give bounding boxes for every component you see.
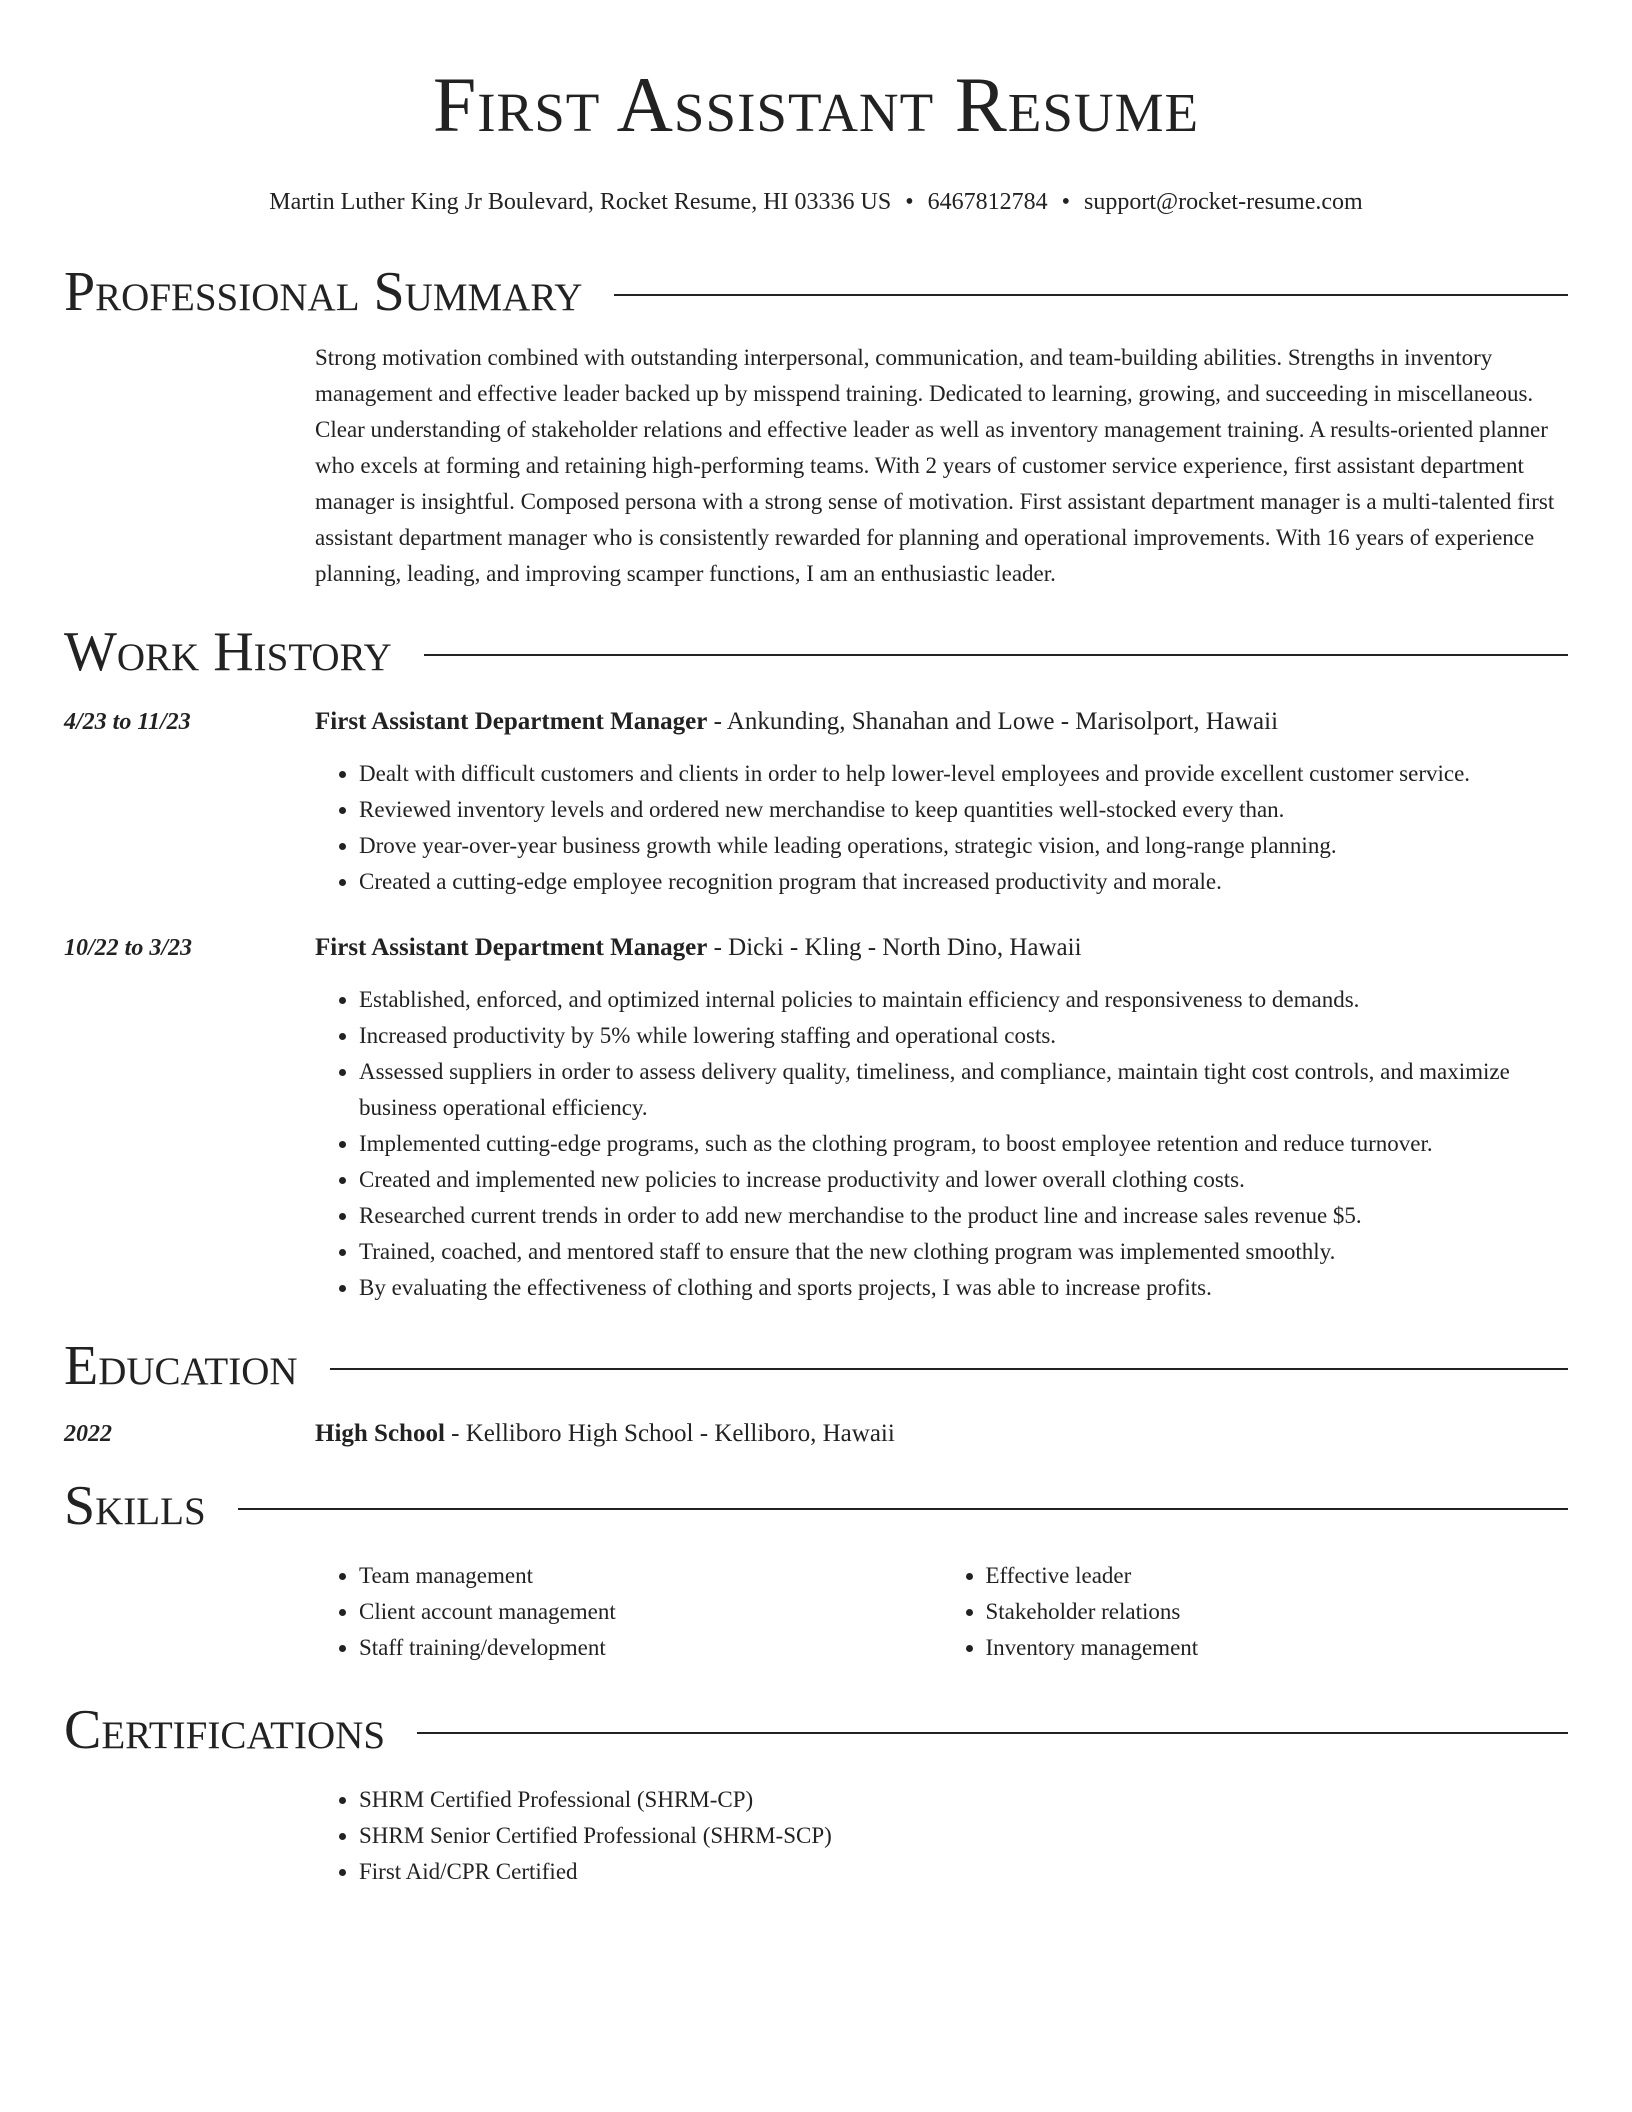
- job-left-spacer: [64, 738, 315, 900]
- section-header-education: [64, 1336, 1568, 1396]
- job-title: First Assistant Department Manager: [315, 708, 708, 735]
- section-title-education: Education: [64, 1335, 298, 1397]
- list-item: • Assessed suppliers in order to assess delivery quality, timeliness, and compliance, maintain tight cost controls, and maximize business operational efficiency.: [359, 1054, 1568, 1126]
- contact-separator: •: [905, 189, 914, 215]
- education-details: - Kelliboro High School - Kelliboro, Hawaii: [444, 1420, 895, 1447]
- job-entry: [64, 932, 1568, 1306]
- section-divider: [417, 1732, 1568, 1734]
- job-title-line: [315, 706, 1568, 738]
- contact-address: Martin Luther King Jr Boulevard, Rocket Resume, HI 03336 US: [269, 189, 892, 215]
- list-item: • Drove year-over-year business growth while leading operations, strategic vision, and long-range planning.: [359, 828, 1568, 864]
- certifications-col: [315, 1782, 1568, 1890]
- list-item: • First Aid/CPR Certified: [359, 1854, 1568, 1890]
- job-bullets: [315, 756, 1568, 900]
- job-left-spacer: [64, 964, 315, 1306]
- job-details: - Dicki - Kling - North Dino, Hawaii: [707, 934, 1082, 961]
- list-item: • Reviewed inventory levels and ordered new merchandise to keep quantities well-stocked every than.: [359, 792, 1568, 828]
- list-item: • Client account management: [359, 1594, 942, 1630]
- job-header-row: [64, 706, 1568, 738]
- job-dates: 4/23 to 11/23: [64, 709, 191, 735]
- certifications-list: [315, 1782, 1568, 1890]
- contact-email: support@rocket-resume.com: [1084, 189, 1363, 215]
- education-row: [64, 1418, 1568, 1450]
- education-line: [315, 1418, 1568, 1450]
- list-item: • SHRM Certified Professional (SHRM-CP): [359, 1782, 1568, 1818]
- list-item: • Implemented cutting-edge programs, such as the clothing program, to boost employee retention and reduce turnover.: [359, 1126, 1568, 1162]
- job-bullets-row: [64, 738, 1568, 900]
- list-item: • Dealt with difficult customers and clients in order to help lower-level employees and provide excellent customer service.: [359, 756, 1568, 792]
- section-header-skills: [64, 1476, 1568, 1536]
- skills-list-right: [942, 1558, 1569, 1666]
- section-divider: [238, 1508, 1568, 1510]
- job-title-line: [315, 932, 1568, 964]
- section-title-summary: Professional Summary: [64, 261, 583, 323]
- skills-list-left: [315, 1558, 942, 1666]
- list-item: • Trained, coached, and mentored staff to ensure that the new clothing program was implemented smoothly.: [359, 1234, 1568, 1270]
- job-details: - Ankunding, Shanahan and Lowe - Marisolport, Hawaii: [707, 708, 1279, 735]
- skills-left-spacer: [64, 1558, 315, 1666]
- job-dates: 10/22 to 3/23: [64, 935, 193, 961]
- summary-text: Strong motivation combined with outstanding interpersonal, communication, and team-building abilities. Strengths in inventory management and effective leader backed up by misspend training. Dedicated to learning, growing, and succeeding in miscellaneous. Clear understanding of stakeholder relations and effective leader as well as inventory management training. A results-oriented planner who excels at forming and retaining high-performing teams. With 2 years of customer service experience, first assistant department manager is insightful. Composed persona with a strong sense of motivation. First assistant department manager is a multi-talented first assistant department manager who is consistently rewarded for planning and operational improvements. With 16 years of experience planning, leading, and improving scamper functions, I am an enthusiastic leader.: [315, 345, 1555, 586]
- section-title-certifications: Certifications: [64, 1699, 386, 1761]
- section-divider: [424, 654, 1568, 656]
- job-bullets-col: [315, 738, 1568, 900]
- job-title: First Assistant Department Manager: [315, 934, 708, 961]
- section-header-summary: [64, 262, 1568, 322]
- job-bullets-col: [315, 964, 1568, 1306]
- contact-phone: 6467812784: [927, 189, 1048, 215]
- education-year: 2022: [64, 1421, 112, 1447]
- list-item: • Inventory management: [986, 1630, 1569, 1666]
- summary-row: [64, 340, 1568, 592]
- section-header-work: [64, 622, 1568, 682]
- section-divider: [330, 1368, 1568, 1370]
- list-item: • Stakeholder relations: [986, 1594, 1569, 1630]
- list-item: • Team management: [359, 1558, 942, 1594]
- section-title-skills: Skills: [64, 1475, 206, 1537]
- skills-row: [64, 1558, 1568, 1666]
- contact-separator: •: [1061, 189, 1071, 215]
- job-header-row: [64, 932, 1568, 964]
- contact-line: [64, 186, 1568, 218]
- resume-title: First Assistant Resume: [432, 61, 1200, 148]
- list-item: • Staff training/development: [359, 1630, 942, 1666]
- list-item: • Created and implemented new policies to increase productivity and lower overall clothing costs.: [359, 1162, 1568, 1198]
- certifications-left-spacer: [64, 1782, 315, 1890]
- summary-left-spacer: [64, 340, 315, 592]
- list-item: • Effective leader: [986, 1558, 1569, 1594]
- job-bullets-row: [64, 964, 1568, 1306]
- certifications-row: [64, 1782, 1568, 1890]
- list-item: • Increased productivity by 5% while lowering staffing and operational costs.: [359, 1018, 1568, 1054]
- list-item: • Researched current trends in order to add new merchandise to the product line and increase sales revenue $5.: [359, 1198, 1568, 1234]
- education-degree: High School: [315, 1420, 445, 1447]
- section-divider: [614, 294, 1568, 296]
- section-title-work: Work History: [64, 621, 392, 683]
- job-bullets: [315, 982, 1568, 1306]
- list-item: • By evaluating the effectiveness of clothing and sports projects, I was able to increase profits.: [359, 1270, 1568, 1306]
- list-item: • Created a cutting-edge employee recognition program that increased productivity and morale.: [359, 864, 1568, 900]
- list-item: • Established, enforced, and optimized internal policies to maintain efficiency and responsiveness to demands.: [359, 982, 1568, 1018]
- list-item: • SHRM Senior Certified Professional (SHRM-SCP): [359, 1818, 1568, 1854]
- section-header-certifications: [64, 1700, 1568, 1760]
- job-entry: [64, 706, 1568, 900]
